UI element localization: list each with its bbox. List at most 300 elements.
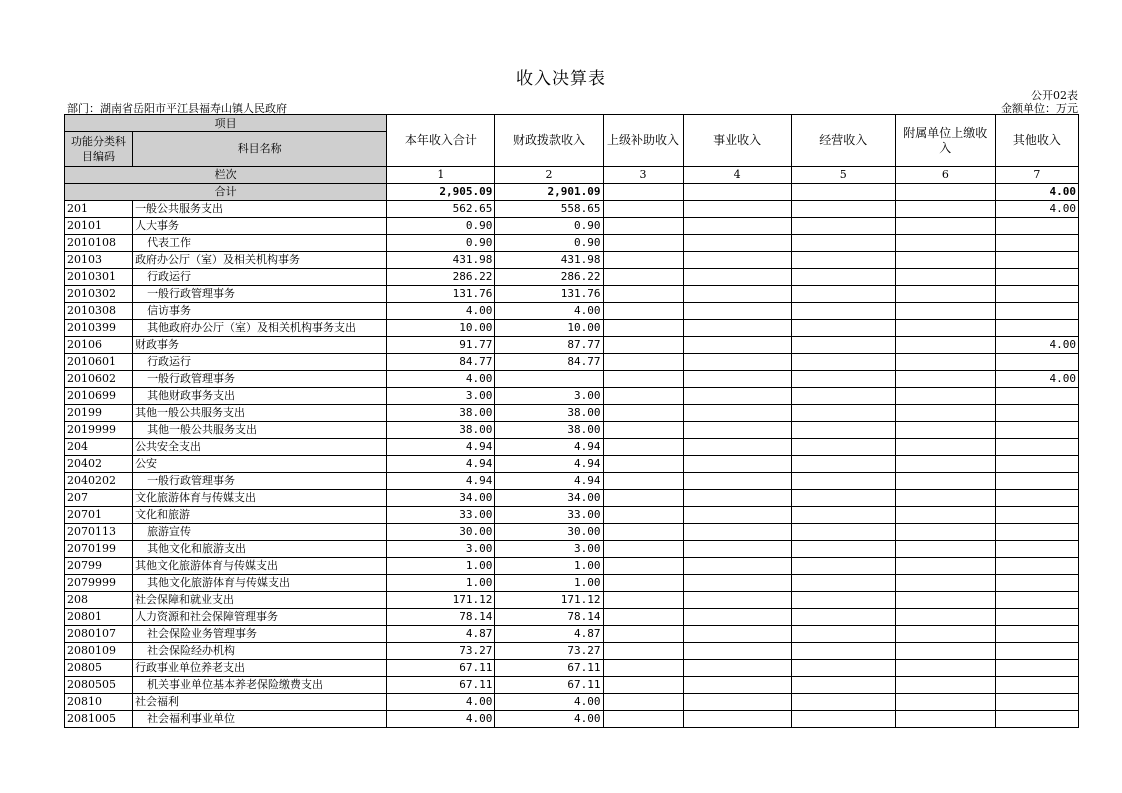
row-value [895, 592, 995, 609]
header-name: 科目名称 [133, 132, 387, 167]
row-code: 20199 [65, 405, 133, 422]
row-value [683, 405, 791, 422]
row-value [791, 660, 895, 677]
row-value: 3.00 [387, 388, 495, 405]
row-name: 代表工作 [133, 235, 387, 252]
row-value [603, 558, 683, 575]
department-label: 部门：湖南省岳阳市平江县福寿山镇人民政府 [67, 102, 287, 115]
row-code: 2080505 [65, 677, 133, 694]
table-row [65, 541, 1079, 558]
row-value [995, 303, 1078, 320]
row-value [895, 439, 995, 456]
row-num-1: 1 [387, 167, 495, 184]
row-code: 207 [65, 490, 133, 507]
row-value [791, 524, 895, 541]
row-value: 562.65 [387, 201, 495, 218]
row-value: 73.27 [495, 643, 603, 660]
header-col-6: 附属单位上缴收入 [895, 115, 995, 167]
table-row [65, 218, 1079, 235]
row-value [791, 626, 895, 643]
row-value [995, 456, 1078, 473]
row-value [791, 609, 895, 626]
table-row [65, 643, 1079, 660]
table-row [65, 422, 1079, 439]
row-name: 其他一般公共服务支出 [133, 405, 387, 422]
row-value [791, 286, 895, 303]
row-value: 30.00 [495, 524, 603, 541]
page-title: 收入决算表 [516, 69, 606, 89]
row-name: 文化旅游体育与传媒支出 [133, 490, 387, 507]
row-value: 4.87 [387, 626, 495, 643]
total-value: 2,905.09 [387, 184, 495, 201]
row-name: 行政事业单位养老支出 [133, 660, 387, 677]
row-value: 38.00 [387, 422, 495, 439]
row-value [995, 235, 1078, 252]
row-value [995, 422, 1078, 439]
row-value [603, 218, 683, 235]
row-value [683, 303, 791, 320]
row-value: 286.22 [495, 269, 603, 286]
row-value: 10.00 [495, 320, 603, 337]
row-value [603, 575, 683, 592]
row-value: 0.90 [387, 218, 495, 235]
row-value [995, 354, 1078, 371]
row-value: 3.00 [387, 541, 495, 558]
row-value: 4.00 [387, 711, 495, 728]
row-value [895, 235, 995, 252]
row-value [791, 252, 895, 269]
row-value [895, 626, 995, 643]
row-value [683, 558, 791, 575]
row-value: 67.11 [387, 677, 495, 694]
row-value: 84.77 [387, 354, 495, 371]
row-value: 171.12 [387, 592, 495, 609]
row-value [791, 677, 895, 694]
row-value: 131.76 [387, 286, 495, 303]
row-value [683, 371, 791, 388]
row-value [895, 490, 995, 507]
row-value: 4.94 [495, 456, 603, 473]
row-value: 3.00 [495, 388, 603, 405]
row-value [603, 235, 683, 252]
table-row [65, 371, 1079, 388]
row-value [791, 490, 895, 507]
row-value: 38.00 [495, 405, 603, 422]
row-value [895, 371, 995, 388]
row-value [603, 456, 683, 473]
row-value [683, 218, 791, 235]
total-value: 4.00 [995, 184, 1078, 201]
row-code: 20799 [65, 558, 133, 575]
table-row [65, 456, 1079, 473]
row-value: 4.00 [495, 303, 603, 320]
row-value [603, 490, 683, 507]
row-value [683, 388, 791, 405]
table-row [65, 507, 1079, 524]
row-value [791, 711, 895, 728]
row-value [895, 711, 995, 728]
row-num-2: 2 [495, 167, 603, 184]
header-code: 功能分类科目编码 [65, 132, 133, 167]
row-value: 38.00 [495, 422, 603, 439]
row-value [683, 252, 791, 269]
row-code: 20101 [65, 218, 133, 235]
row-code: 2040202 [65, 473, 133, 490]
row-code: 20106 [65, 337, 133, 354]
row-value [995, 439, 1078, 456]
row-value [895, 558, 995, 575]
table-row [65, 524, 1079, 541]
row-code: 2010399 [65, 320, 133, 337]
row-value: 4.87 [495, 626, 603, 643]
row-num-4: 4 [683, 167, 791, 184]
row-value [791, 456, 895, 473]
row-value [683, 626, 791, 643]
row-value [895, 575, 995, 592]
row-value [895, 337, 995, 354]
row-value [895, 286, 995, 303]
header-col-1: 本年收入合计 [387, 115, 495, 167]
row-value [791, 201, 895, 218]
row-name: 一般公共服务支出 [133, 201, 387, 218]
row-value [995, 507, 1078, 524]
row-value [683, 269, 791, 286]
row-name: 人力资源和社会保障管理事务 [133, 609, 387, 626]
row-name: 财政事务 [133, 337, 387, 354]
row-value [895, 252, 995, 269]
row-value [791, 422, 895, 439]
row-code: 2010302 [65, 286, 133, 303]
unit-label: 金额单位：万元 [1001, 102, 1078, 115]
row-value [603, 473, 683, 490]
table-row [65, 354, 1079, 371]
row-value [791, 235, 895, 252]
row-value: 131.76 [495, 286, 603, 303]
row-name: 社会保险业务管理事务 [133, 626, 387, 643]
row-value [791, 269, 895, 286]
table-row [65, 337, 1079, 354]
total-row [65, 184, 1079, 201]
row-value [995, 592, 1078, 609]
table-row [65, 677, 1079, 694]
row-value [995, 388, 1078, 405]
row-code: 2070113 [65, 524, 133, 541]
row-value [995, 626, 1078, 643]
row-value [995, 558, 1078, 575]
row-value: 34.00 [387, 490, 495, 507]
row-value [603, 677, 683, 694]
row-value [603, 201, 683, 218]
row-value [895, 643, 995, 660]
row-num-5: 5 [791, 167, 895, 184]
row-value [603, 405, 683, 422]
row-code: 2010601 [65, 354, 133, 371]
row-name: 其他文化旅游体育与传媒支出 [133, 575, 387, 592]
row-value [895, 524, 995, 541]
row-value [895, 303, 995, 320]
row-code: 2010602 [65, 371, 133, 388]
row-value: 87.77 [495, 337, 603, 354]
row-code: 20810 [65, 694, 133, 711]
total-value [603, 184, 683, 201]
row-value [603, 507, 683, 524]
row-value [791, 592, 895, 609]
row-value [683, 201, 791, 218]
row-value: 4.00 [387, 371, 495, 388]
row-value: 1.00 [387, 558, 495, 575]
row-name: 人大事务 [133, 218, 387, 235]
row-value: 4.94 [495, 473, 603, 490]
row-value [603, 626, 683, 643]
row-value: 4.00 [387, 694, 495, 711]
row-value [603, 303, 683, 320]
row-value: 558.65 [495, 201, 603, 218]
row-value [995, 218, 1078, 235]
total-value: 2,901.09 [495, 184, 603, 201]
row-value [791, 337, 895, 354]
row-code: 204 [65, 439, 133, 456]
row-code: 2080109 [65, 643, 133, 660]
row-name: 社会保障和就业支出 [133, 592, 387, 609]
total-value [791, 184, 895, 201]
total-value [895, 184, 995, 201]
row-value [895, 473, 995, 490]
table-row [65, 694, 1079, 711]
row-value: 34.00 [495, 490, 603, 507]
row-value [895, 354, 995, 371]
row-value [603, 694, 683, 711]
table-row [65, 439, 1079, 456]
row-value [683, 643, 791, 660]
row-value: 67.11 [495, 677, 603, 694]
row-code: 2019999 [65, 422, 133, 439]
row-name: 一般行政管理事务 [133, 371, 387, 388]
row-value [895, 388, 995, 405]
row-name: 其他财政事务支出 [133, 388, 387, 405]
row-value [791, 575, 895, 592]
row-value: 1.00 [387, 575, 495, 592]
row-code: 20805 [65, 660, 133, 677]
row-name: 行政运行 [133, 269, 387, 286]
row-value: 4.00 [995, 337, 1078, 354]
row-value [683, 286, 791, 303]
row-value [895, 677, 995, 694]
row-name: 文化和旅游 [133, 507, 387, 524]
row-value [683, 507, 791, 524]
row-value [995, 320, 1078, 337]
row-value [683, 422, 791, 439]
row-code: 20801 [65, 609, 133, 626]
row-value [995, 660, 1078, 677]
table-row [65, 235, 1079, 252]
row-value [895, 320, 995, 337]
row-value [791, 371, 895, 388]
row-value [995, 643, 1078, 660]
row-code: 201 [65, 201, 133, 218]
row-value [603, 609, 683, 626]
row-num-6: 6 [895, 167, 995, 184]
table-body [65, 201, 1079, 728]
row-value [603, 541, 683, 558]
row-value [683, 711, 791, 728]
row-value: 4.00 [495, 694, 603, 711]
row-value [895, 422, 995, 439]
row-name: 其他一般公共服务支出 [133, 422, 387, 439]
row-value [791, 303, 895, 320]
row-value [603, 388, 683, 405]
row-value [683, 473, 791, 490]
row-name: 机关事业单位基本养老保险缴费支出 [133, 677, 387, 694]
header-row-label: 栏次 [65, 167, 387, 184]
row-code: 208 [65, 592, 133, 609]
row-value [995, 490, 1078, 507]
row-value [995, 575, 1078, 592]
row-value: 4.94 [387, 456, 495, 473]
header-col-4: 事业收入 [683, 115, 791, 167]
row-value: 4.00 [495, 711, 603, 728]
row-value [683, 541, 791, 558]
row-value [995, 677, 1078, 694]
table-row [65, 388, 1079, 405]
row-value: 1.00 [495, 575, 603, 592]
row-name: 其他政府办公厅（室）及相关机构事务支出 [133, 320, 387, 337]
row-value [791, 643, 895, 660]
form-tag: 公开02表 [1031, 89, 1078, 102]
row-value [895, 218, 995, 235]
row-value: 4.00 [387, 303, 495, 320]
row-code: 2010699 [65, 388, 133, 405]
row-value [895, 541, 995, 558]
table-row [65, 303, 1079, 320]
row-value: 4.00 [995, 371, 1078, 388]
income-table [64, 114, 1079, 728]
row-value [603, 660, 683, 677]
row-value [683, 490, 791, 507]
row-value: 171.12 [495, 592, 603, 609]
table-row [65, 201, 1079, 218]
row-code: 2081005 [65, 711, 133, 728]
row-value [895, 507, 995, 524]
row-value [791, 473, 895, 490]
row-value [995, 269, 1078, 286]
row-value: 431.98 [495, 252, 603, 269]
row-value: 67.11 [495, 660, 603, 677]
row-value [995, 524, 1078, 541]
row-value [791, 388, 895, 405]
row-value [683, 524, 791, 541]
row-value [995, 252, 1078, 269]
row-value [995, 711, 1078, 728]
row-value [603, 524, 683, 541]
row-value: 0.90 [495, 235, 603, 252]
row-value [895, 456, 995, 473]
row-code: 2010108 [65, 235, 133, 252]
row-value [603, 643, 683, 660]
row-value: 10.00 [387, 320, 495, 337]
row-value [791, 541, 895, 558]
header-item: 项目 [65, 115, 387, 132]
row-name: 其他文化旅游体育与传媒支出 [133, 558, 387, 575]
total-label: 合计 [65, 184, 387, 201]
row-name: 社会保险经办机构 [133, 643, 387, 660]
row-value [683, 694, 791, 711]
row-value [683, 235, 791, 252]
row-value: 91.77 [387, 337, 495, 354]
row-value: 33.00 [387, 507, 495, 524]
row-name: 公安 [133, 456, 387, 473]
header-col-3: 上级补助收入 [603, 115, 683, 167]
row-value [995, 473, 1078, 490]
row-code: 2010308 [65, 303, 133, 320]
row-value: 286.22 [387, 269, 495, 286]
row-value: 0.90 [495, 218, 603, 235]
row-value [895, 269, 995, 286]
row-name: 公共安全支出 [133, 439, 387, 456]
table-row [65, 252, 1079, 269]
row-value [683, 439, 791, 456]
row-value [791, 558, 895, 575]
row-value: 4.94 [387, 473, 495, 490]
row-value [683, 456, 791, 473]
row-value [791, 694, 895, 711]
row-value [603, 269, 683, 286]
row-value [995, 541, 1078, 558]
row-value: 4.00 [995, 201, 1078, 218]
row-name: 社会福利 [133, 694, 387, 711]
row-name: 行政运行 [133, 354, 387, 371]
row-value [791, 354, 895, 371]
row-value [603, 592, 683, 609]
row-value [603, 439, 683, 456]
row-code: 20701 [65, 507, 133, 524]
row-value [683, 592, 791, 609]
table-row [65, 473, 1079, 490]
table-row [65, 626, 1079, 643]
row-value [895, 405, 995, 422]
row-value [495, 371, 603, 388]
table-row [65, 320, 1079, 337]
row-name: 信访事务 [133, 303, 387, 320]
row-value: 4.94 [387, 439, 495, 456]
table-row [65, 592, 1079, 609]
row-value: 38.00 [387, 405, 495, 422]
row-value [603, 337, 683, 354]
header-col-2: 财政拨款收入 [495, 115, 603, 167]
row-value [895, 694, 995, 711]
row-value: 84.77 [495, 354, 603, 371]
table-row [65, 575, 1079, 592]
row-value [895, 609, 995, 626]
row-value [791, 439, 895, 456]
table-row [65, 609, 1079, 626]
row-name: 旅游宣传 [133, 524, 387, 541]
row-name: 政府办公厅（室）及相关机构事务 [133, 252, 387, 269]
row-value [683, 337, 791, 354]
row-name: 其他文化和旅游支出 [133, 541, 387, 558]
row-name: 一般行政管理事务 [133, 286, 387, 303]
row-code: 2070199 [65, 541, 133, 558]
row-value: 3.00 [495, 541, 603, 558]
table-row [65, 405, 1079, 422]
row-value [791, 507, 895, 524]
row-value: 33.00 [495, 507, 603, 524]
row-name: 社会福利事业单位 [133, 711, 387, 728]
table-row [65, 490, 1079, 507]
row-value: 78.14 [387, 609, 495, 626]
row-value [995, 694, 1078, 711]
row-code: 2010301 [65, 269, 133, 286]
row-code: 2079999 [65, 575, 133, 592]
